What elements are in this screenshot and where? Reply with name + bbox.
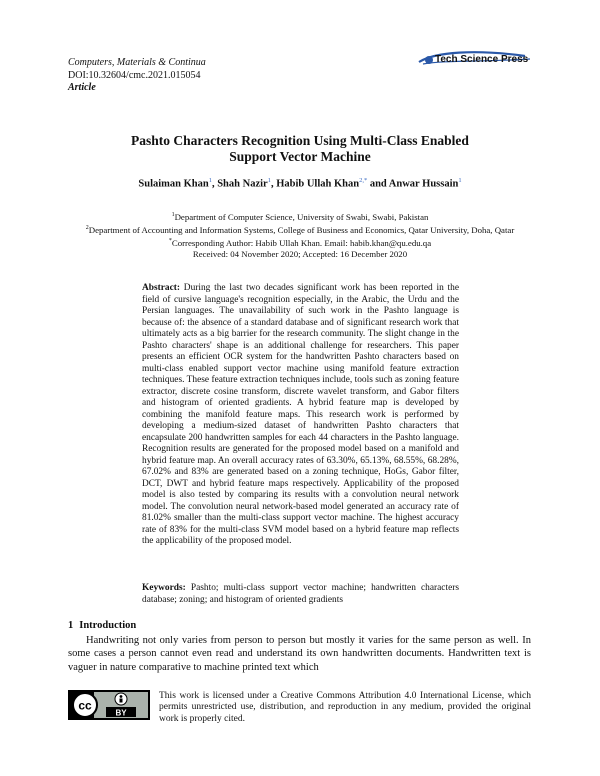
paper-title	[60, 133, 540, 164]
cc-label: cc	[78, 698, 92, 713]
author-mark: 1	[458, 177, 462, 184]
abstract-label: Abstract:	[142, 283, 181, 293]
introduction-paragraph: Handwriting not only varies from person to person but mostly it varies for the same person as well. In some cases a person cannot even read and understand its own handwritten documents. Handwritten text is vaguer in nature comparative to machine printed text which	[68, 635, 531, 673]
title-line-2: Support Vector Machine	[229, 148, 371, 164]
author-name: Shah Nazir	[217, 178, 268, 190]
author-list: Sulaiman Khan$^1$, Shah Nazir$^1$, Habib Ullah Khan$^{2,*}$ and Anwar Hussain$^1$	[138, 177, 462, 190]
received-accepted-dates: Received: 04 November 2020; Accepted: 16 December 2020	[192, 249, 408, 260]
publisher-name: Tech Science Press	[435, 54, 529, 65]
keywords-text: Pashto; multi-class support vector machine; handwritten characters database; zoning; and histogram of oriented gradients	[142, 583, 459, 605]
author-mark: 1	[208, 177, 212, 184]
publisher-logo	[415, 50, 535, 70]
section-heading	[68, 620, 142, 631]
affiliations	[40, 210, 560, 261]
cc-by-icon	[68, 690, 150, 720]
author-name: Anwar Hussain	[388, 178, 459, 190]
article-type: Article	[68, 82, 96, 93]
by-label: BY	[115, 708, 127, 718]
author-mark: 1	[267, 177, 271, 184]
affiliation: $^1$Department of Computer Science, University of Swabi, Swabi, Pakistan	[171, 211, 429, 222]
abstract-text: During the last two decades significant work has been reported in the field of cursive language's recognition especially, in the Arabic, the Urdu and the Persian languages. The unavailability of such work in the Pashto language is because of: the absence of a standard database and of significant research work that ultimately acts as a big barrier for the research community. The slight change in the Pashto characters' shape is an additional challenge for researchers. This paper presents an efficient OCR system for the handwritten Pashto characters based on multi-class enabled support vector machine using manifold feature extraction techniques. These feature extraction techniques include, tools such as zoning feature extractor, discrete cosine transform, discrete wavelet transform, and Gabor filters and histogram of oriented gradients. A hybrid feature map is developed by combining the manifold feature maps. This research work is performed by developing a medium-sized dataset of handwritten Pashto characters that encapsulate 200 handwritten samples for each 44 characters in the Pashto language. Recognition results are generated for the proposed model based on a manifold and hybrid feature map. An overall accuracy rates of 63.30%, 65.13%, 68.55%, 68.28%, 67.02% and 83% are generated based on a zoning technique, HoGs, Gabor filter, DCT, DWT and hybrid feature maps respectively. Applicability of the proposed model is also tested by comparing its results with a convolution neural network model. The convolution neural network-based model generated an accuracy rate of 81.02% smaller than the multi-class support vector machine. The highest accuracy rate of 83% for the multi-class SVM model based on a hybrid feature map reflects the applicability of the proposed model.	[142, 283, 460, 546]
license-text: This work is licensed under a Creative Commons Attribution 4.0 International License, which permits unrestricted use, distribution, and reproduction in any medium, provided the original work is properly cited.	[159, 691, 531, 724]
affiliation: $^2$Department of Accounting and Information Systems, College of Business and Economics, Qatar University, Doha, Qatar	[85, 225, 515, 236]
keywords-label: Keywords:	[142, 583, 186, 593]
abstract	[142, 283, 459, 548]
author-name: Sulaiman Khan	[138, 178, 209, 190]
doi: DOI:10.32604/cmc.2021.015054	[68, 69, 201, 81]
section-number: 1	[68, 620, 74, 631]
author-name: Habib Ullah Khan	[276, 178, 360, 190]
section-title: Introduction	[79, 620, 137, 631]
journal-name: Computers, Materials & Continua	[68, 57, 206, 68]
keywords	[142, 583, 459, 606]
title-line-1: Pashto Characters Recognition Using Multi-Class Enabled	[131, 133, 469, 148]
author-mark: 2,*	[359, 177, 368, 184]
corresponding-author: *Corresponding Author: Habib Ullah Khan. Email: habib.khan@qu.edu.qa	[168, 238, 432, 249]
journal-header	[68, 57, 206, 95]
